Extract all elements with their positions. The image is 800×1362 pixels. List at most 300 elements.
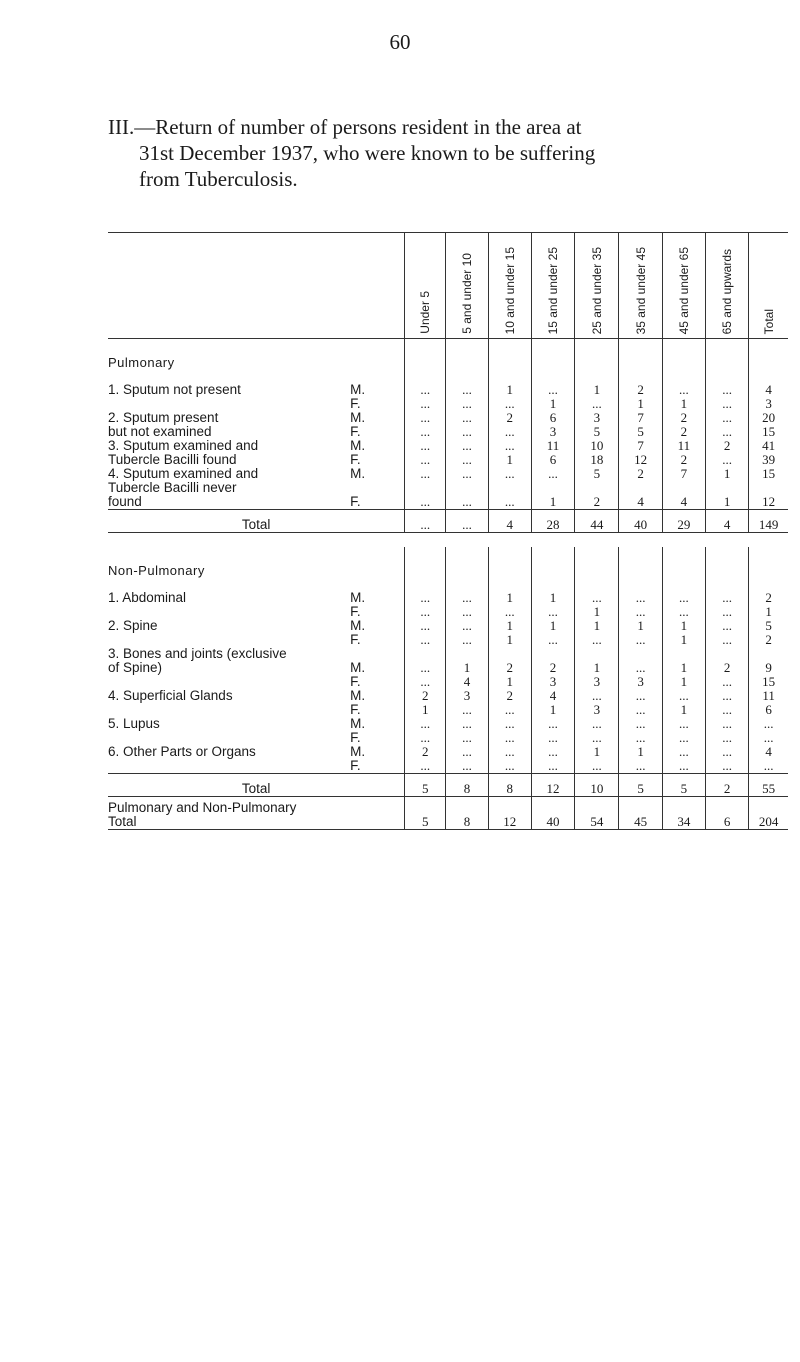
row-label	[108, 397, 350, 411]
non-pulmonary-cell: ...	[531, 633, 574, 647]
table-row	[108, 675, 788, 689]
non-pulmonary-cell	[531, 647, 574, 661]
pulmonary-cell	[488, 481, 531, 495]
total-cell: 12	[531, 774, 574, 797]
pulmonary-cell: ...	[446, 425, 488, 439]
pulmonary-cell: 11	[662, 439, 705, 453]
pulmonary-cell: 2	[575, 495, 619, 510]
row-label: 3. Sputum examined and	[108, 438, 259, 453]
pulmonary-cell: 3	[749, 397, 788, 411]
pulmonary-cell	[619, 481, 662, 495]
total-label	[108, 774, 405, 797]
section-heading-row	[108, 547, 788, 591]
pulmonary-cell: 1	[706, 495, 749, 510]
total-label	[108, 510, 405, 533]
pulmonary-cell: 1	[662, 397, 705, 411]
row-label: 1. Abdominal	[108, 590, 187, 605]
non-pulmonary-cell: ...	[575, 689, 619, 703]
non-pulmonary-cell: ...	[446, 731, 488, 745]
non-pulmonary-cell: 1	[575, 661, 619, 675]
pulmonary-cell: 1	[706, 467, 749, 481]
non-pulmonary-cell: ...	[662, 731, 705, 745]
non-pulmonary-cell: ...	[531, 759, 574, 774]
non-pulmonary-cell: ...	[619, 689, 662, 703]
pulmonary-cell: ...	[446, 383, 488, 397]
row-sex	[350, 481, 405, 495]
pulmonary-cell: ...	[575, 397, 619, 411]
col-header-65-up: 65 and upwards	[720, 248, 735, 334]
non-pulmonary-cell: ...	[405, 675, 446, 689]
non-pulmonary-cell: ...	[706, 759, 749, 774]
pulmonary-cell: 2	[662, 453, 705, 467]
non-pulmonary-cell: 1	[619, 619, 662, 633]
pulmonary-cell: 2	[662, 411, 705, 425]
row-sex	[350, 647, 405, 661]
col-header-15-25: 15 and under 25	[546, 246, 561, 334]
pulmonary-cell: ...	[531, 383, 574, 397]
pulmonary-cell: ...	[706, 411, 749, 425]
non-pulmonary-cell: 1	[662, 619, 705, 633]
non-pulmonary-cell: ...	[619, 759, 662, 774]
non-pulmonary-cell	[662, 647, 705, 661]
col-header-25-35: 25 and under 35	[589, 246, 604, 334]
non-pulmonary-cell: ...	[575, 591, 619, 605]
pulmonary-cell: 12	[619, 453, 662, 467]
row-sex: F.	[350, 702, 361, 717]
row-sex: M.	[350, 590, 366, 605]
row-sex: M.	[350, 618, 366, 633]
non-pulmonary-cell: ...	[405, 619, 446, 633]
row-sex: M.	[350, 382, 366, 397]
non-pulmonary-cell: ...	[531, 605, 574, 619]
non-pulmonary-cell: ...	[446, 619, 488, 633]
non-pulmonary-cell: ...	[706, 703, 749, 717]
row-label: but not examined	[108, 424, 212, 439]
pulmonary-cell: ...	[706, 453, 749, 467]
pulmonary-cell: 39	[749, 453, 788, 467]
pulmonary-cell	[575, 481, 619, 495]
pulmonary-cell: 6	[531, 411, 574, 425]
row-label: found	[108, 494, 142, 509]
pulmonary-cell: 4	[662, 495, 705, 510]
total-cell: 45	[619, 797, 662, 830]
row-label	[108, 633, 350, 647]
title-line-1: III.—Return of number of persons resident in the area at	[108, 115, 582, 139]
section-heading-pulmonary: Pulmonary	[108, 355, 175, 370]
pulmonary-cell: ...	[706, 383, 749, 397]
non-pulmonary-cell: 4	[749, 745, 788, 759]
non-pulmonary-cell: 3	[575, 703, 619, 717]
table-row	[108, 647, 788, 661]
col-header-10-15: 10 and under 15	[502, 246, 517, 334]
row-label: 4. Superficial Glands	[108, 688, 233, 703]
page-number: 60	[389, 30, 411, 54]
non-pulmonary-cell: 2	[749, 591, 788, 605]
non-pulmonary-cell: ...	[706, 717, 749, 731]
total-cell: 28	[531, 510, 574, 533]
non-pulmonary-cell: ...	[619, 731, 662, 745]
column-header-row	[108, 233, 788, 339]
total-cell: 149	[749, 510, 788, 533]
pulmonary-cell: 11	[531, 439, 574, 453]
non-pulmonary-cell	[446, 647, 488, 661]
non-pulmonary-cell: ...	[706, 619, 749, 633]
section-heading-non-pulmonary: Non-Pulmonary	[108, 563, 205, 578]
total-cell: 12	[488, 797, 531, 830]
non-pulmonary-cell: ...	[575, 759, 619, 774]
non-pulmonary-cell: ...	[531, 731, 574, 745]
pulmonary-cell: ...	[446, 453, 488, 467]
pulmonary-cell: ...	[405, 453, 446, 467]
non-pulmonary-cell: ...	[619, 661, 662, 675]
non-pulmonary-cell: 11	[749, 689, 788, 703]
non-pulmonary-cell: ...	[446, 605, 488, 619]
non-pulmonary-cell: ...	[749, 759, 788, 774]
total-cell: 8	[488, 774, 531, 797]
non-pulmonary-cell: 3	[619, 675, 662, 689]
non-pulmonary-cell: 3	[531, 675, 574, 689]
row-sex: M.	[350, 410, 366, 425]
table-row	[108, 745, 788, 759]
pulmonary-cell: 1	[619, 397, 662, 411]
non-pulmonary-cell: ...	[405, 661, 446, 675]
non-pulmonary-cell: ...	[488, 759, 531, 774]
pulmonary-cell: 1	[488, 453, 531, 467]
table-row	[108, 397, 788, 411]
non-pulmonary-cell: ...	[488, 605, 531, 619]
row-sex: F.	[350, 758, 361, 773]
non-pulmonary-cell: 5	[749, 619, 788, 633]
row-sex: M.	[350, 744, 366, 759]
row-label	[108, 605, 350, 619]
col-header-under-5: Under 5	[418, 291, 433, 334]
total-label-line: Pulmonary and Non-Pulmonary	[108, 800, 297, 815]
pulmonary-cell	[446, 481, 488, 495]
non-pulmonary-cell: 1	[446, 661, 488, 675]
row-sex: M.	[350, 438, 366, 453]
table-row	[108, 383, 788, 397]
non-pulmonary-cell: ...	[488, 745, 531, 759]
row-sex: F.	[350, 632, 361, 647]
row-label: 6. Other Parts or Organs	[108, 744, 256, 759]
table-row	[108, 495, 788, 510]
pulmonary-cell	[706, 481, 749, 495]
non-pulmonary-cell: ...	[488, 731, 531, 745]
row-label: 2. Spine	[108, 618, 158, 633]
row-label: of Spine)	[108, 660, 163, 675]
col-header-35-45: 35 and under 45	[633, 246, 648, 334]
non-pulmonary-cell: ...	[575, 717, 619, 731]
row-sex: M.	[350, 660, 366, 675]
non-pulmonary-cell: ...	[706, 689, 749, 703]
non-pulmonary-cell: ...	[619, 591, 662, 605]
non-pulmonary-cell: ...	[662, 605, 705, 619]
non-pulmonary-cell: ...	[619, 605, 662, 619]
pulmonary-cell: 4	[749, 383, 788, 397]
non-pulmonary-cell	[488, 647, 531, 661]
non-pulmonary-cell: ...	[488, 703, 531, 717]
row-label: 4. Sputum examined and	[108, 466, 259, 481]
non-pulmonary-cell: 1	[488, 619, 531, 633]
non-pulmonary-cell	[619, 647, 662, 661]
non-pulmonary-cell	[405, 647, 446, 661]
pulmonary-cell: ...	[405, 397, 446, 411]
total-cell: 55	[749, 774, 788, 797]
table-row	[108, 633, 788, 647]
non-pulmonary-cell: ...	[575, 731, 619, 745]
row-sex: M.	[350, 466, 366, 481]
pulmonary-cell: ...	[446, 495, 488, 510]
non-pulmonary-cell: 1	[575, 745, 619, 759]
pulmonary-cell: 2	[706, 439, 749, 453]
non-pulmonary-cell: 1	[662, 703, 705, 717]
non-pulmonary-cell: ...	[749, 731, 788, 745]
non-pulmonary-cell: ...	[706, 675, 749, 689]
total-cell: 54	[575, 797, 619, 830]
non-pulmonary-cell: ...	[662, 745, 705, 759]
non-pulmonary-cell: 2	[706, 661, 749, 675]
pulmonary-cell: 1	[575, 383, 619, 397]
non-pulmonary-cell: 15	[749, 675, 788, 689]
pulmonary-cell: ...	[405, 495, 446, 510]
total-cell: 5	[662, 774, 705, 797]
non-pulmonary-cell: ...	[405, 591, 446, 605]
row-label	[108, 759, 350, 774]
pulmonary-cell: ...	[446, 397, 488, 411]
non-pulmonary-cell: 1	[662, 661, 705, 675]
tuberculosis-table	[108, 232, 788, 830]
table-title	[108, 114, 768, 192]
row-sex: F.	[350, 494, 361, 509]
pulmonary-cell: 7	[619, 439, 662, 453]
row-sex: M.	[350, 688, 366, 703]
pulmonary-cell: ...	[706, 397, 749, 411]
pulmonary-cell: ...	[446, 439, 488, 453]
non-pulmonary-cell: ...	[405, 731, 446, 745]
row-label: 5. Lupus	[108, 716, 160, 731]
total-cell: 5	[405, 774, 446, 797]
pulmonary-cell	[405, 481, 446, 495]
pulmonary-cell: 2	[662, 425, 705, 439]
total-cell: 34	[662, 797, 705, 830]
total-label-line: Total	[241, 517, 271, 532]
non-pulmonary-cell: 1	[488, 675, 531, 689]
table-row	[108, 689, 788, 703]
non-pulmonary-cell: 2	[749, 633, 788, 647]
non-pulmonary-cell: 1	[531, 619, 574, 633]
non-pulmonary-cell: 6	[749, 703, 788, 717]
pulmonary-cell: 10	[575, 439, 619, 453]
total-label	[108, 797, 405, 830]
pulmonary-cell: 20	[749, 411, 788, 425]
pulmonary-cell: ...	[405, 439, 446, 453]
non-pulmonary-cell: ...	[619, 633, 662, 647]
non-pulmonary-cell: ...	[446, 703, 488, 717]
non-pulmonary-cell: 4	[446, 675, 488, 689]
non-pulmonary-cell: ...	[531, 745, 574, 759]
non-pulmonary-cell: 1	[488, 633, 531, 647]
pulmonary-cell: 7	[619, 411, 662, 425]
pulmonary-cell: ...	[488, 495, 531, 510]
pulmonary-cell: 5	[575, 467, 619, 481]
non-pulmonary-cell: ...	[531, 717, 574, 731]
pulmonary-cell	[531, 481, 574, 495]
table-row	[108, 661, 788, 675]
row-sex: F.	[350, 604, 361, 619]
table-row	[108, 439, 788, 453]
row-sex: F.	[350, 396, 361, 411]
non-pulmonary-cell: ...	[446, 717, 488, 731]
non-pulmonary-cell: ...	[662, 591, 705, 605]
pulmonary-cell: ...	[488, 397, 531, 411]
table-row	[108, 411, 788, 425]
total-cell: 40	[619, 510, 662, 533]
non-pulmonary-cell: ...	[619, 703, 662, 717]
table-row	[108, 425, 788, 439]
non-pulmonary-cell: 1	[575, 619, 619, 633]
non-pulmonary-cell: 1	[619, 745, 662, 759]
non-pulmonary-cell: 1	[531, 591, 574, 605]
non-pulmonary-cell: ...	[488, 717, 531, 731]
table-row	[108, 703, 788, 717]
non-pulmonary-cell: 2	[488, 689, 531, 703]
total-cell: 8	[446, 797, 488, 830]
total-row	[108, 797, 788, 830]
non-pulmonary-cell: ...	[749, 717, 788, 731]
pulmonary-cell: 41	[749, 439, 788, 453]
table-row	[108, 453, 788, 467]
non-pulmonary-cell: 3	[575, 675, 619, 689]
table-row	[108, 605, 788, 619]
pulmonary-cell: 12	[749, 495, 788, 510]
pulmonary-cell	[749, 481, 788, 495]
pulmonary-cell: ...	[405, 467, 446, 481]
non-pulmonary-cell: ...	[446, 759, 488, 774]
pulmonary-cell: ...	[488, 439, 531, 453]
non-pulmonary-cell: ...	[706, 731, 749, 745]
total-cell: 5	[619, 774, 662, 797]
pulmonary-cell: 5	[619, 425, 662, 439]
non-pulmonary-cell: 1	[531, 703, 574, 717]
pulmonary-cell: ...	[488, 425, 531, 439]
total-cell: 2	[706, 774, 749, 797]
total-label-line: Total	[108, 814, 137, 829]
pulmonary-cell: 1	[488, 383, 531, 397]
total-cell: 40	[531, 797, 574, 830]
row-label: 2. Sputum present	[108, 410, 219, 425]
non-pulmonary-cell: 1	[575, 605, 619, 619]
table-row	[108, 717, 788, 731]
title-line-2: 31st December 1937, who were known to be suffering	[139, 141, 596, 165]
non-pulmonary-cell: 2	[405, 745, 446, 759]
table-row	[108, 467, 788, 481]
non-pulmonary-cell: ...	[706, 605, 749, 619]
pulmonary-cell: ...	[531, 467, 574, 481]
total-cell: 8	[446, 774, 488, 797]
pulmonary-cell: 2	[619, 383, 662, 397]
non-pulmonary-cell: 1	[488, 591, 531, 605]
pulmonary-cell: 7	[662, 467, 705, 481]
total-cell: 29	[662, 510, 705, 533]
non-pulmonary-cell: ...	[575, 633, 619, 647]
pulmonary-cell: 18	[575, 453, 619, 467]
row-sex: F.	[350, 424, 361, 439]
total-cell: ...	[405, 510, 446, 533]
non-pulmonary-cell: 1	[749, 605, 788, 619]
non-pulmonary-cell	[749, 647, 788, 661]
row-label	[108, 703, 350, 717]
row-sex: F.	[350, 730, 361, 745]
pulmonary-cell: ...	[446, 411, 488, 425]
pulmonary-cell: 1	[531, 397, 574, 411]
pulmonary-cell: 6	[531, 453, 574, 467]
table-row	[108, 591, 788, 605]
non-pulmonary-cell: 9	[749, 661, 788, 675]
table-row	[108, 731, 788, 745]
non-pulmonary-cell	[575, 647, 619, 661]
row-label: 1. Sputum not present	[108, 382, 241, 397]
row-label	[108, 675, 350, 689]
row-label: 3. Bones and joints (exclusive	[108, 646, 287, 661]
col-header-5-10: 5 and under 10	[460, 253, 475, 334]
pulmonary-cell: 1	[531, 495, 574, 510]
non-pulmonary-cell: ...	[662, 689, 705, 703]
pulmonary-cell: 4	[619, 495, 662, 510]
row-sex: F.	[350, 674, 361, 689]
row-sex: F.	[350, 452, 361, 467]
pulmonary-cell: ...	[405, 383, 446, 397]
non-pulmonary-cell: 4	[531, 689, 574, 703]
non-pulmonary-cell: 1	[662, 633, 705, 647]
pulmonary-cell: 15	[749, 425, 788, 439]
non-pulmonary-cell: 2	[405, 689, 446, 703]
row-label: Tubercle Bacilli never	[108, 480, 237, 495]
pulmonary-cell: ...	[405, 425, 446, 439]
col-header-total: Total	[761, 308, 776, 334]
pulmonary-cell: 15	[749, 467, 788, 481]
non-pulmonary-cell: 2	[531, 661, 574, 675]
total-cell: 10	[575, 774, 619, 797]
pulmonary-cell: 2	[488, 411, 531, 425]
total-cell: 204	[749, 797, 788, 830]
non-pulmonary-cell: ...	[405, 759, 446, 774]
table-row	[108, 759, 788, 774]
col-header-45-65: 45 and under 65	[676, 246, 691, 334]
pulmonary-cell: ...	[488, 467, 531, 481]
non-pulmonary-cell: ...	[405, 633, 446, 647]
non-pulmonary-cell: ...	[405, 605, 446, 619]
row-sex: M.	[350, 716, 366, 731]
table-row	[108, 619, 788, 633]
total-cell: 6	[706, 797, 749, 830]
non-pulmonary-cell: ...	[446, 591, 488, 605]
non-pulmonary-cell: ...	[706, 633, 749, 647]
pulmonary-cell: ...	[662, 383, 705, 397]
pulmonary-cell	[662, 481, 705, 495]
total-label-line: Total	[241, 781, 271, 796]
total-row	[108, 510, 788, 533]
section-heading-row	[108, 339, 788, 384]
total-cell: 5	[405, 797, 446, 830]
row-label	[108, 731, 350, 745]
non-pulmonary-cell: 2	[488, 661, 531, 675]
pulmonary-cell: ...	[446, 467, 488, 481]
non-pulmonary-cell: ...	[706, 745, 749, 759]
non-pulmonary-cell: ...	[446, 745, 488, 759]
total-row	[108, 774, 788, 797]
non-pulmonary-cell: ...	[405, 717, 446, 731]
non-pulmonary-cell: ...	[662, 759, 705, 774]
